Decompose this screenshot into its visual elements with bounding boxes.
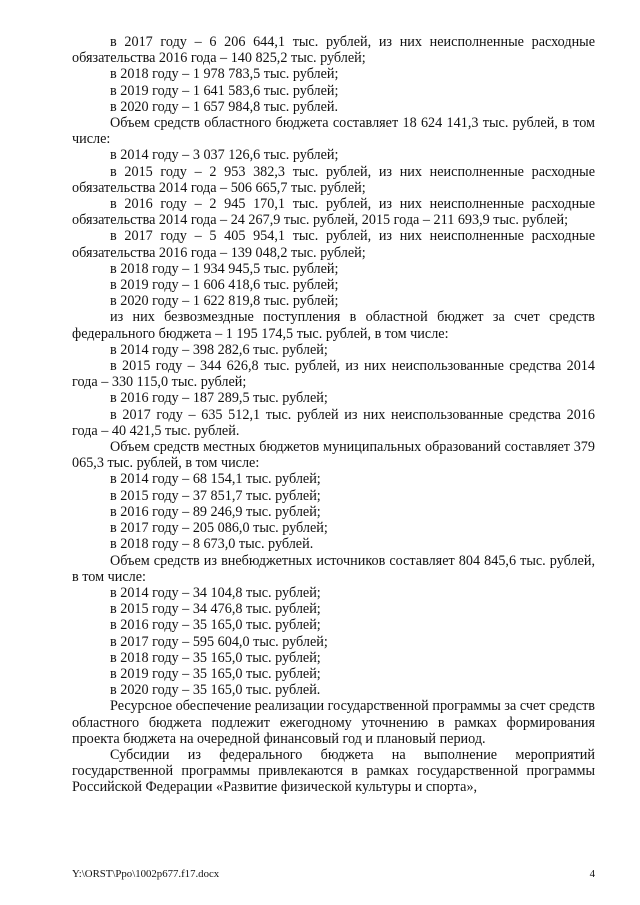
paragraph: Объем средств областного бюджета составляет 18 624 141,3 тыс. рублей, в том числе: (72, 115, 595, 148)
paragraph: в 2016 году – 187 289,5 тыс. рублей; (110, 390, 328, 407)
paragraph: Объем средств из внебюджетных источников составляет 804 845,6 тыс. рублей, в том числе: (72, 552, 595, 585)
paragraph: в 2017 году – 205 086,0 тыс. рублей; (110, 520, 328, 537)
paragraph: в 2017 году – 5 405 954,1 тыс. рублей, из них неисполненные расходные обязательства 2016 года – 139 048,2 тыс. рублей; (72, 228, 595, 261)
paragraph: в 2018 году – 35 165,0 тыс. рублей; (110, 649, 321, 666)
paragraph: в 2016 году – 35 165,0 тыс. рублей; (110, 617, 321, 634)
paragraph: в 2019 году – 35 165,0 тыс. рублей; (110, 665, 321, 682)
paragraph: в 2017 году – 635 512,1 тыс. рублей из них неиспользованные средства 2016 года – 40 421,5 тыс. рублей. (72, 406, 595, 439)
paragraph: в 2014 году – 3 037 126,6 тыс. рублей; (110, 147, 339, 164)
paragraph: в 2015 году – 344 626,8 тыс. рублей, из них неиспользованные средства 2014 года – 330 115,0 тыс. рублей; (72, 358, 595, 391)
paragraph: Объем средств местных бюджетов муниципальных образований составляет 379 065,3 тыс. рублей, в том числе: (72, 439, 595, 472)
page-footer (72, 867, 595, 881)
paragraph: в 2019 году – 1 641 583,6 тыс. рублей; (110, 82, 339, 99)
paragraph: в 2015 году – 34 476,8 тыс. рублей; (110, 601, 321, 618)
paragraph: в 2016 году – 89 246,9 тыс. рублей; (110, 503, 321, 520)
paragraph: в 2018 году – 1 978 783,5 тыс. рублей; (110, 66, 339, 83)
paragraph: Ресурсное обеспечение реализации государственной программы за счет средств областного бюджета подлежит ежегодному уточнению в рамках формирования проекта бюджета на очередной финансовый год и плановый период. (72, 698, 595, 747)
paragraph: в 2017 году – 595 604,0 тыс. рублей; (110, 633, 328, 650)
footer-file-path: Y:\ORST\Ppo\1002p677.f17.docx (72, 868, 220, 880)
paragraph: Субсидии из федерального бюджета на выполнение мероприятий государственной программы привлекаются в рамках государственной программы Российской Федерации «Развитие физической культуры и спорта», (72, 746, 595, 796)
paragraph: в 2020 году – 1 622 819,8 тыс. рублей; (110, 293, 339, 310)
paragraph: в 2018 году – 8 673,0 тыс. рублей. (110, 536, 314, 553)
paragraph: в 2014 году – 34 104,8 тыс. рублей; (110, 584, 321, 601)
page-number: 4 (589, 868, 595, 880)
paragraph: в 2016 году – 2 945 170,1 тыс. рублей, из них неисполненные расходные обязательства 2014 года – 24 267,9 тыс. рублей, 2015 года – 211 693,9 тыс. рублей; (72, 196, 595, 229)
paragraph: в 2018 году – 1 934 945,5 тыс. рублей; (110, 260, 339, 277)
paragraph: в 2020 году – 35 165,0 тыс. рублей. (110, 682, 321, 699)
paragraph: в 2014 году – 68 154,1 тыс. рублей; (110, 471, 321, 488)
paragraph: в 2015 году – 2 953 382,3 тыс. рублей, из них неисполненные расходные обязательства 2014 года – 506 665,7 тыс. рублей; (72, 163, 595, 196)
paragraph: в 2015 году – 37 851,7 тыс. рублей; (110, 487, 321, 504)
paragraph: в 2014 году – 398 282,6 тыс. рублей; (110, 341, 328, 358)
paragraph: из них безвозмездные поступления в областной бюджет за счет средств федерального бюджета – 1 195 174,5 тыс. рублей, в том числе: (72, 309, 595, 342)
document-body (72, 34, 595, 796)
paragraph: в 2019 году – 1 606 418,6 тыс. рублей; (110, 277, 339, 294)
paragraph: в 2017 году – 6 206 644,1 тыс. рублей, из них неисполненные расходные обязательства 2016 года – 140 825,2 тыс. рублей; (72, 34, 595, 67)
paragraph: в 2020 году – 1 657 984,8 тыс. рублей. (110, 98, 339, 115)
